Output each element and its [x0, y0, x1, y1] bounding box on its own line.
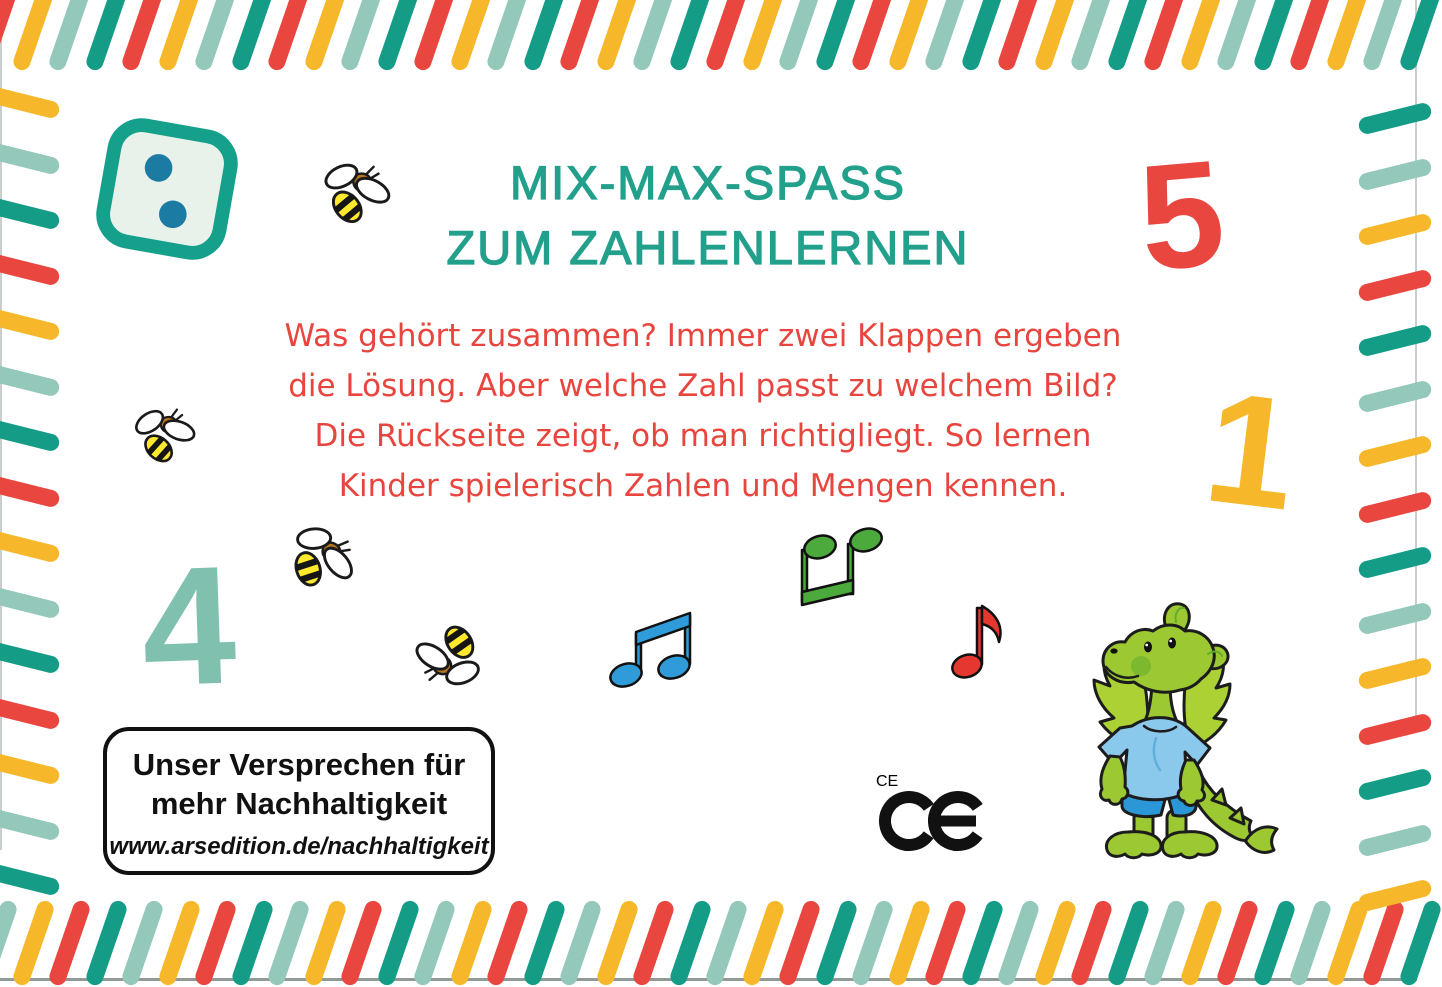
border-dash [0, 418, 61, 452]
border-dash [996, 899, 1041, 987]
bee-icon [405, 607, 490, 692]
border-dash [1215, 899, 1260, 987]
border-dash [0, 85, 61, 119]
border-dash [266, 899, 311, 987]
page-title [308, 150, 1108, 280]
border-dash [0, 862, 61, 896]
border-dash [0, 307, 61, 341]
promise-line-1: Unser Versprechen für [132, 747, 466, 782]
border-dash [1357, 379, 1433, 413]
music-note-green-icon [786, 530, 892, 638]
border-dash [0, 696, 61, 730]
sustainability-promise-box [103, 727, 495, 875]
description-line: Was gehört zusammen? Immer zwei Klappen ergeben [284, 318, 1122, 354]
border-dash [339, 899, 384, 987]
border-dash [1357, 545, 1433, 579]
border-dash [0, 141, 61, 175]
border-dash [1357, 212, 1433, 246]
border-dash [1357, 767, 1433, 801]
border-dash [1357, 323, 1433, 357]
border-dash [923, 899, 968, 987]
border-dash [1142, 899, 1187, 987]
bee-icon [128, 400, 207, 479]
sustainability-url: www.arsedition.de/nachhaltigkeit [109, 833, 489, 860]
title-line-1: MIX-MAX-SPASS [510, 156, 906, 209]
border-dash [1357, 434, 1433, 468]
description-line: die Lösung. Aber welche Zahl passt zu welchem Bild? [288, 368, 1118, 404]
border-dash [193, 899, 238, 987]
border-dash [0, 751, 61, 785]
border-dash [558, 899, 603, 987]
dragon-mascot-icon [1074, 598, 1334, 888]
border-dash [1398, 0, 1442, 72]
promise-line-2: mehr Nachhaltigkeit [150, 786, 448, 821]
music-note-red-icon [946, 596, 1016, 684]
border-dash [0, 640, 61, 674]
border-dash [485, 899, 530, 987]
border-dash [1357, 823, 1433, 857]
description-line: Kinder spielerisch Zahlen und Mengen kennen. [338, 468, 1068, 504]
border-dash [1357, 601, 1433, 635]
ce-mark-icon [876, 773, 982, 856]
border-dash [1357, 490, 1433, 524]
border-dash [777, 899, 822, 987]
border-dash [1357, 656, 1433, 690]
bee-icon [271, 515, 373, 617]
border-dash [1357, 101, 1433, 135]
border-dash [47, 899, 92, 987]
description-text [243, 311, 1163, 511]
border-dash [704, 899, 749, 987]
border-dash [1357, 157, 1433, 191]
border-dash [412, 899, 457, 987]
border-dash [1398, 899, 1442, 987]
title-line-2: ZUM ZAHLENLERNEN [446, 221, 970, 274]
border-dash [0, 529, 61, 563]
number-one: 1 [1196, 358, 1306, 544]
border-dash [1069, 899, 1114, 987]
border-dash [120, 899, 165, 987]
border-dash [0, 196, 61, 230]
border-dash [631, 899, 676, 987]
border-dash [850, 899, 895, 987]
border-dash [0, 363, 61, 397]
border-dash [1288, 899, 1333, 987]
ce-mark-label: CE [876, 773, 899, 790]
border-dash [1357, 268, 1433, 302]
number-four: 4 [138, 530, 239, 722]
border-dash [1361, 899, 1406, 987]
border-dash [0, 474, 61, 508]
dice-two-icon [87, 109, 247, 269]
border-dash [0, 807, 61, 841]
music-note-blue-icon [606, 596, 706, 692]
number-five: 5 [1132, 127, 1231, 303]
border-dash [1357, 712, 1433, 746]
border-dash [0, 585, 61, 619]
description-line: Die Rückseite zeigt, ob man richtigliegt. So lernen [314, 418, 1092, 454]
border-dash [0, 252, 61, 286]
